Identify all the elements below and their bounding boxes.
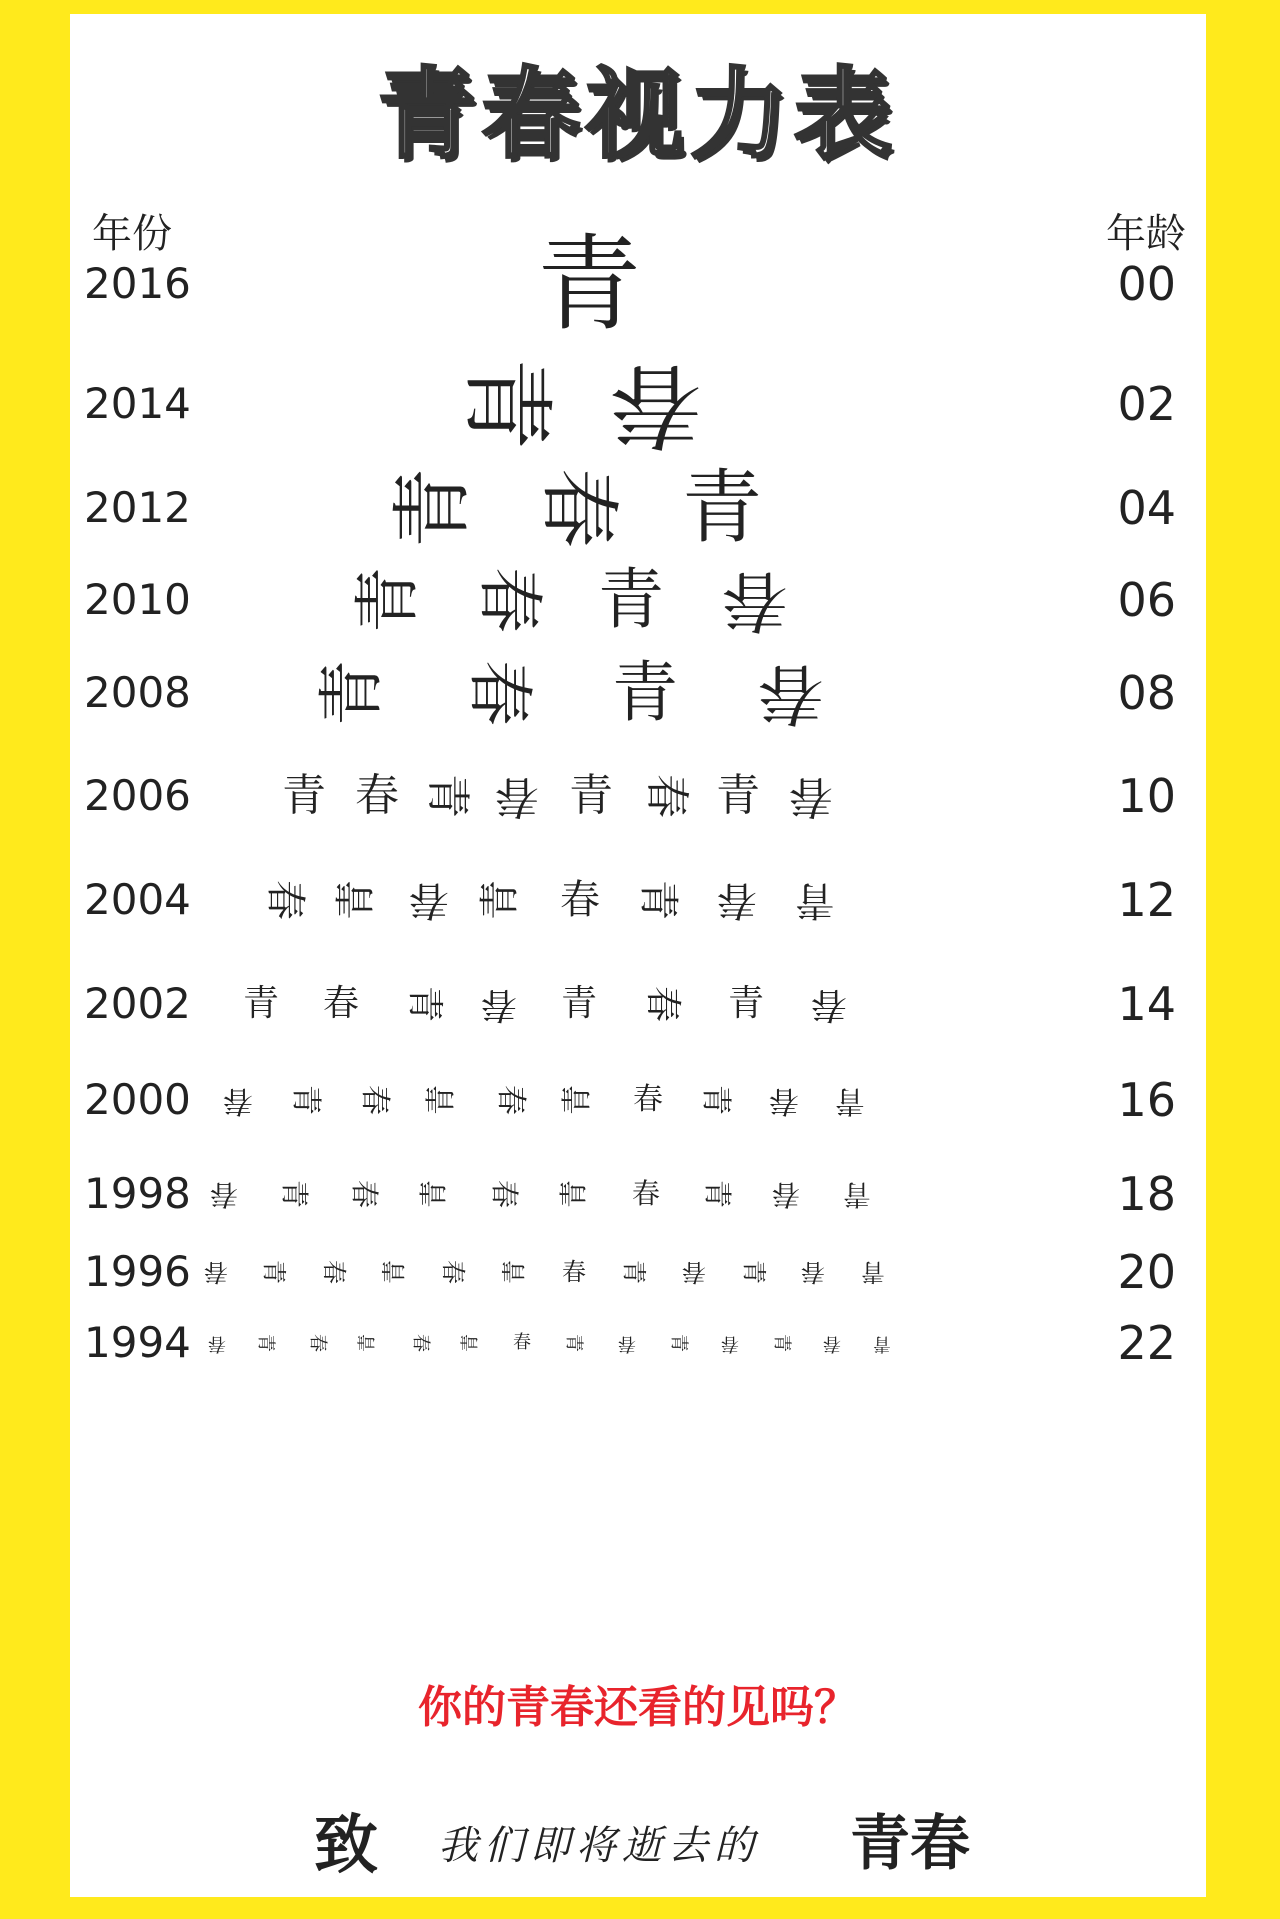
year-label: 2002 (84, 979, 191, 1028)
slogan: 你的青春还看的见吗？ (418, 1682, 858, 1733)
chart-symbol: 青 (282, 770, 326, 821)
chart-symbol: 青 (873, 1333, 891, 1354)
chart-symbol: 青 (460, 1334, 481, 1352)
chart-symbol: 春 (618, 1333, 636, 1354)
year-label: 2000 (84, 1075, 191, 1124)
footer-middle: 我们即将逝去的 (438, 1823, 760, 1869)
year-label: 2012 (84, 483, 191, 532)
year-label: 2016 (84, 259, 191, 308)
chart-symbol: 春 (641, 774, 692, 818)
chart-symbol: 青 (288, 1085, 323, 1115)
chart-symbol: 青 (682, 461, 762, 554)
age-label: 04 (1117, 481, 1176, 535)
chart-symbol: 春 (307, 1334, 328, 1352)
chart-symbol: 青 (537, 223, 642, 345)
age-label: 08 (1117, 666, 1176, 720)
year-column-header: 年份 (92, 211, 172, 257)
age-label: 00 (1117, 257, 1176, 311)
chart-symbol: 青 (795, 877, 835, 923)
chart-symbol: 青 (260, 1260, 288, 1284)
chart-symbol: 青 (771, 1334, 792, 1352)
chart-symbol: 春 (493, 1085, 528, 1115)
chart-symbol: 春 (810, 984, 847, 1025)
chart-symbol: 春 (488, 1180, 521, 1209)
age-label: 14 (1117, 977, 1176, 1031)
chart-symbol: 春 (471, 567, 548, 633)
chart-symbol: 春 (642, 986, 683, 1023)
chart-symbol: 青 (500, 1260, 528, 1284)
chart-symbol: 青 (635, 880, 681, 920)
chart-symbol: 青 (560, 1085, 595, 1115)
chart-symbol: 青 (349, 567, 426, 633)
chart-symbol: 青 (740, 1260, 768, 1284)
chart-symbol: 青 (716, 770, 760, 821)
chart-symbol: 春 (223, 1083, 253, 1118)
chart-symbol: 青 (835, 1083, 865, 1118)
chart-symbol: 春 (209, 1178, 238, 1211)
chart-symbol: 春 (480, 984, 517, 1025)
chart-symbol: 青 (255, 1334, 276, 1352)
chart-symbol: 青 (243, 983, 280, 1024)
age-label: 22 (1117, 1316, 1176, 1370)
year-label: 1994 (84, 1318, 191, 1367)
chart-symbol: 春 (348, 1180, 381, 1209)
chart-symbol: 青 (404, 986, 445, 1023)
chart-symbol: 青 (424, 1085, 459, 1115)
year-label: 2008 (84, 668, 191, 717)
chart-symbol: 春 (562, 1258, 586, 1286)
chart-symbol: 春 (560, 877, 600, 923)
chart-symbol: 青 (453, 358, 560, 451)
chart-symbol: 春 (771, 1178, 800, 1211)
age-label: 06 (1117, 573, 1176, 627)
chart-symbol: 春 (532, 468, 625, 548)
footer-youth: 青春 (850, 1809, 970, 1879)
age-label: 12 (1117, 873, 1176, 927)
chart-symbol: 春 (721, 1333, 739, 1354)
chart-symbol: 青 (569, 770, 613, 821)
chart-symbol: 春 (758, 655, 824, 732)
footer-to: 致 (314, 1809, 378, 1883)
age-label: 18 (1117, 1167, 1176, 1221)
chart-symbol: 春 (717, 877, 757, 923)
chart-symbol: 春 (801, 1258, 825, 1286)
chart-symbol: 青 (861, 1258, 885, 1286)
age-label: 02 (1117, 377, 1176, 431)
chart-symbol: 春 (609, 351, 702, 458)
chart-symbol: 春 (355, 770, 399, 821)
chart-symbol: 春 (409, 877, 449, 923)
year-label: 2010 (84, 575, 191, 624)
chart-symbol: 春 (682, 1258, 706, 1286)
chart-symbol: 青 (380, 1260, 408, 1284)
chart-symbol: 春 (769, 1083, 799, 1118)
chart-title: 青春视力表 (377, 58, 898, 172)
chart-symbol: 青 (668, 1334, 689, 1352)
year-label: 1998 (84, 1169, 191, 1218)
chart-symbol: 青 (422, 774, 473, 818)
chart-symbol: 青 (563, 1334, 584, 1352)
year-label: 2006 (84, 771, 191, 820)
chart-symbol: 青 (728, 983, 765, 1024)
chart-symbol: 春 (513, 1332, 531, 1353)
chart-symbol: 春 (323, 983, 360, 1024)
age-label: 10 (1117, 769, 1176, 823)
chart-symbol: 青 (561, 983, 598, 1024)
chart-symbol: 春 (208, 1333, 226, 1354)
chart-symbol: 青 (557, 1179, 590, 1208)
chart-symbol: 青 (612, 654, 678, 731)
chart-symbol: 春 (823, 1333, 841, 1354)
chart-symbol: 春 (633, 1082, 663, 1117)
chart-symbol: 青 (278, 1180, 311, 1209)
chart-symbol: 春 (262, 880, 308, 920)
chart-symbol: 春 (410, 1334, 431, 1352)
eye-chart (70, 14, 1206, 1897)
chart-symbol: 春 (789, 771, 833, 822)
age-column-header: 年龄 (1106, 211, 1186, 257)
chart-symbol: 春 (357, 1085, 392, 1115)
chart-symbol: 青 (333, 880, 379, 920)
chart-symbol: 青 (598, 561, 664, 638)
chart-symbol: 青 (620, 1260, 648, 1284)
age-label: 16 (1117, 1073, 1176, 1127)
age-label: 20 (1117, 1245, 1176, 1299)
chart-symbol: 青 (417, 1179, 450, 1208)
chart-symbol: 春 (461, 660, 538, 726)
chart-symbol: 春 (632, 1177, 661, 1210)
chart-symbol: 春 (320, 1260, 348, 1284)
chart-symbol: 青 (842, 1178, 871, 1211)
chart-symbol: 青 (477, 880, 523, 920)
chart-symbol: 青 (386, 468, 479, 548)
chart-symbol: 春 (495, 771, 539, 822)
chart-symbol: 青 (701, 1180, 734, 1209)
chart-symbol: 春 (439, 1260, 467, 1284)
year-label: 1996 (84, 1247, 191, 1296)
chart-symbol: 青 (313, 660, 390, 726)
chart-symbol: 青 (357, 1334, 378, 1352)
year-label: 2014 (84, 379, 191, 428)
chart-symbol: 青 (698, 1085, 733, 1115)
year-label: 2004 (84, 875, 191, 924)
chart-symbol: 春 (722, 562, 788, 639)
chart-symbol: 春 (204, 1258, 228, 1286)
